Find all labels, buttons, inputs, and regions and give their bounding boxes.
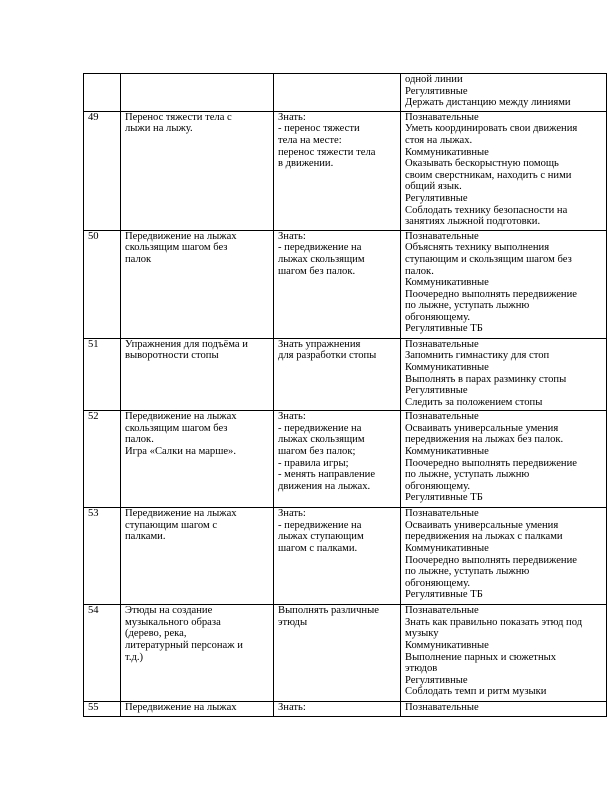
learning-actions-cell bbox=[401, 411, 607, 508]
table-row bbox=[84, 74, 607, 112]
learning-action-line: Выполнение парных и сюжетных bbox=[405, 651, 557, 663]
learning-action-line: своим сверстникам, находить с ними bbox=[405, 169, 572, 181]
topic-line: скользящим шагом без bbox=[125, 422, 228, 434]
learning-action-line: Знать как правильно показать этюд под bbox=[405, 616, 583, 628]
topic-line: ступающим шагом с bbox=[125, 519, 218, 531]
lesson-number-cell bbox=[84, 111, 121, 230]
lesson-number-cell bbox=[84, 605, 121, 702]
lesson-number: 55 bbox=[88, 702, 99, 714]
learning-action-line: обгоняющему. bbox=[405, 480, 470, 492]
topic-line: палок bbox=[125, 253, 152, 265]
knowledge-line: шагом без палок. bbox=[278, 265, 356, 277]
topic-line: скользящим шагом без bbox=[125, 242, 228, 254]
table-row bbox=[84, 230, 607, 338]
knowledge-line: в движении. bbox=[278, 158, 334, 170]
table-row bbox=[84, 411, 607, 508]
topic-line: (дерево, река, bbox=[125, 628, 187, 640]
lesson-number-cell bbox=[84, 338, 121, 411]
lesson-number-cell bbox=[84, 508, 121, 605]
knowledge-line: - менять направление bbox=[278, 469, 376, 481]
knowledge-line: - правила игры; bbox=[278, 457, 349, 469]
learning-actions-cell bbox=[401, 338, 607, 411]
lesson-number-cell bbox=[84, 411, 121, 508]
learning-action-line: Регулятивные bbox=[405, 192, 468, 204]
learning-actions-cell bbox=[401, 702, 607, 717]
learning-action-line: Познавательные bbox=[405, 702, 479, 714]
knowledge-line: - передвижение на bbox=[278, 422, 362, 434]
lesson-number-cell bbox=[84, 230, 121, 338]
topic-line: Игра «Салки на марше». bbox=[125, 446, 237, 458]
topic-line: Этюды на создание bbox=[125, 605, 213, 617]
learning-action-line: Следить за положением стопы bbox=[405, 396, 543, 408]
learning-action-line: передвижения на лыжах с палками bbox=[405, 531, 563, 543]
learning-action-line: Познавательные bbox=[405, 508, 479, 520]
knowledge-line: шагом с палками. bbox=[278, 543, 358, 555]
lesson-topic-cell bbox=[121, 111, 274, 230]
learning-action-line: стоя на лыжах. bbox=[405, 134, 473, 146]
learning-action-line: по лыжне, уступать лыжню bbox=[405, 300, 530, 312]
lesson-number-cell bbox=[84, 74, 121, 112]
learning-action-line: Поочередно выполнять передвижение bbox=[405, 554, 577, 566]
knowledge-line: движения на лыжах. bbox=[278, 480, 371, 492]
topic-line: Перенос тяжести тела с bbox=[125, 111, 232, 123]
learning-action-line: Коммуникативные bbox=[405, 277, 489, 289]
lesson-topic-cell bbox=[121, 605, 274, 702]
learning-action-line: Уметь координировать свои движения bbox=[405, 123, 578, 135]
table-row bbox=[84, 605, 607, 702]
learning-action-line: одной линии bbox=[405, 74, 463, 85]
learning-action-line: палок. bbox=[405, 265, 434, 277]
learning-action-line: Коммуникативные bbox=[405, 146, 489, 158]
knowledge-line: лыжах скользящим bbox=[278, 434, 365, 446]
lesson-topic-cell bbox=[121, 702, 274, 717]
learning-action-line: Коммуникативные bbox=[405, 446, 489, 458]
lesson-topic-cell bbox=[121, 230, 274, 338]
lesson-topic-cell bbox=[121, 74, 274, 112]
topic-line: лыжи на лыжу. bbox=[125, 123, 193, 135]
lesson-topic-cell bbox=[121, 508, 274, 605]
knowledge-cell bbox=[274, 230, 401, 338]
topic-line: т.д.) bbox=[125, 651, 144, 663]
learning-action-line: Поочередно выполнять передвижение bbox=[405, 288, 577, 300]
knowledge-line: Знать: bbox=[278, 508, 306, 520]
lesson-number: 52 bbox=[88, 411, 99, 423]
topic-line: Передвижение на лыжах bbox=[125, 508, 237, 520]
learning-action-line: Регулятивные ТБ bbox=[405, 492, 483, 504]
knowledge-cell bbox=[274, 702, 401, 717]
knowledge-line: Знать: bbox=[278, 111, 306, 123]
learning-action-line: Осваивать универсальные умения bbox=[405, 422, 559, 434]
learning-action-line: ступающим и скользящим шагом без bbox=[405, 253, 572, 265]
learning-action-line: Коммуникативные bbox=[405, 640, 489, 652]
knowledge-line: Выполнять различные bbox=[278, 605, 379, 617]
learning-action-line: Оказывать бескорыстную помощь bbox=[405, 158, 559, 170]
knowledge-line: перенос тяжести тела bbox=[278, 146, 376, 158]
knowledge-line: - передвижение на bbox=[278, 519, 362, 531]
learning-action-line: Познавательные bbox=[405, 111, 479, 123]
learning-actions-cell bbox=[401, 74, 607, 112]
knowledge-line: - перенос тяжести bbox=[278, 123, 360, 135]
topic-line: Упражнения для подъёма и bbox=[125, 338, 248, 350]
topic-line: палок. bbox=[125, 434, 154, 446]
learning-action-line: Объяснять технику выполнения bbox=[405, 242, 550, 254]
learning-action-line: по лыжне, уступать лыжню bbox=[405, 469, 530, 481]
learning-action-line: обгоняющему. bbox=[405, 311, 470, 323]
knowledge-line: лыжах ступающим bbox=[278, 531, 364, 543]
learning-action-line: общий язык. bbox=[405, 181, 462, 193]
topic-line: литературный персонаж и bbox=[125, 640, 243, 652]
knowledge-cell bbox=[274, 508, 401, 605]
lesson-number: 51 bbox=[88, 338, 99, 350]
knowledge-line: Знать упражнения bbox=[278, 338, 361, 350]
learning-action-line: занятиях лыжной подготовки. bbox=[405, 216, 541, 228]
lesson-number: 54 bbox=[88, 605, 99, 617]
learning-action-line: Регулятивные ТБ bbox=[405, 323, 483, 335]
learning-action-line: Соблодать технику безопасности на bbox=[405, 204, 568, 216]
learning-action-line: Регулятивные bbox=[405, 385, 468, 397]
learning-action-line: передвижения на лыжах без палок. bbox=[405, 434, 564, 446]
table-row bbox=[84, 111, 607, 230]
knowledge-cell bbox=[274, 411, 401, 508]
learning-action-line: Соблодать темп и ритм музыки bbox=[405, 686, 547, 698]
knowledge-line: тела на месте: bbox=[278, 134, 342, 146]
topic-line: музыкального образа bbox=[125, 616, 221, 628]
learning-action-line: Запомнить гимнастику для стоп bbox=[405, 350, 550, 362]
learning-action-line: этюдов bbox=[405, 663, 438, 675]
knowledge-cell bbox=[274, 111, 401, 230]
learning-action-line: музыку bbox=[405, 628, 439, 640]
topic-line: Передвижение на лыжах bbox=[125, 230, 237, 242]
learning-action-line: Регулятивные bbox=[405, 674, 468, 686]
lesson-topic-cell bbox=[121, 338, 274, 411]
knowledge-cell bbox=[274, 338, 401, 411]
knowledge-line: шагом без палок; bbox=[278, 446, 356, 458]
lesson-topic-cell bbox=[121, 411, 274, 508]
learning-actions-cell bbox=[401, 230, 607, 338]
lesson-number: 49 bbox=[88, 111, 99, 123]
knowledge-line: лыжах скользящим bbox=[278, 253, 365, 265]
knowledge-line: для разработки стопы bbox=[278, 350, 377, 362]
learning-action-line: Держать дистанцию между линиями bbox=[405, 97, 571, 109]
topic-line: палками. bbox=[125, 531, 166, 543]
lesson-number: 50 bbox=[88, 230, 99, 242]
knowledge-cell bbox=[274, 605, 401, 702]
knowledge-line: этюды bbox=[278, 616, 308, 628]
learning-action-line: обгоняющему. bbox=[405, 577, 470, 589]
knowledge-line: Знать: bbox=[278, 702, 306, 714]
learning-actions-cell bbox=[401, 508, 607, 605]
learning-action-line: Регулятивные ТБ bbox=[405, 589, 483, 601]
knowledge-line: Знать: bbox=[278, 230, 306, 242]
knowledge-cell bbox=[274, 74, 401, 112]
learning-action-line: Коммуникативные bbox=[405, 543, 489, 555]
table-row bbox=[84, 338, 607, 411]
lesson-plan-table bbox=[83, 73, 607, 717]
learning-action-line: Поочередно выполнять передвижение bbox=[405, 457, 577, 469]
learning-action-line: Познавательные bbox=[405, 338, 479, 350]
learning-action-line: по лыжне, уступать лыжню bbox=[405, 566, 530, 578]
learning-action-line: Осваивать универсальные умения bbox=[405, 519, 559, 531]
lesson-number-cell bbox=[84, 702, 121, 717]
topic-line: выворотности стопы bbox=[125, 350, 219, 362]
topic-line: Передвижение на лыжах bbox=[125, 411, 237, 423]
learning-action-line: Познавательные bbox=[405, 411, 479, 423]
learning-action-line: Выполнять в парах разминку стопы bbox=[405, 373, 567, 385]
learning-actions-cell bbox=[401, 111, 607, 230]
learning-actions-cell bbox=[401, 605, 607, 702]
learning-action-line: Регулятивные bbox=[405, 85, 468, 97]
knowledge-line: Знать: bbox=[278, 411, 306, 423]
learning-action-line: Познавательные bbox=[405, 230, 479, 242]
knowledge-line: - передвижение на bbox=[278, 242, 362, 254]
topic-line: Передвижение на лыжах bbox=[125, 702, 237, 714]
lesson-number: 53 bbox=[88, 508, 99, 520]
table-row bbox=[84, 702, 607, 717]
learning-action-line: Познавательные bbox=[405, 605, 479, 617]
table-row bbox=[84, 508, 607, 605]
learning-action-line: Коммуникативные bbox=[405, 361, 489, 373]
